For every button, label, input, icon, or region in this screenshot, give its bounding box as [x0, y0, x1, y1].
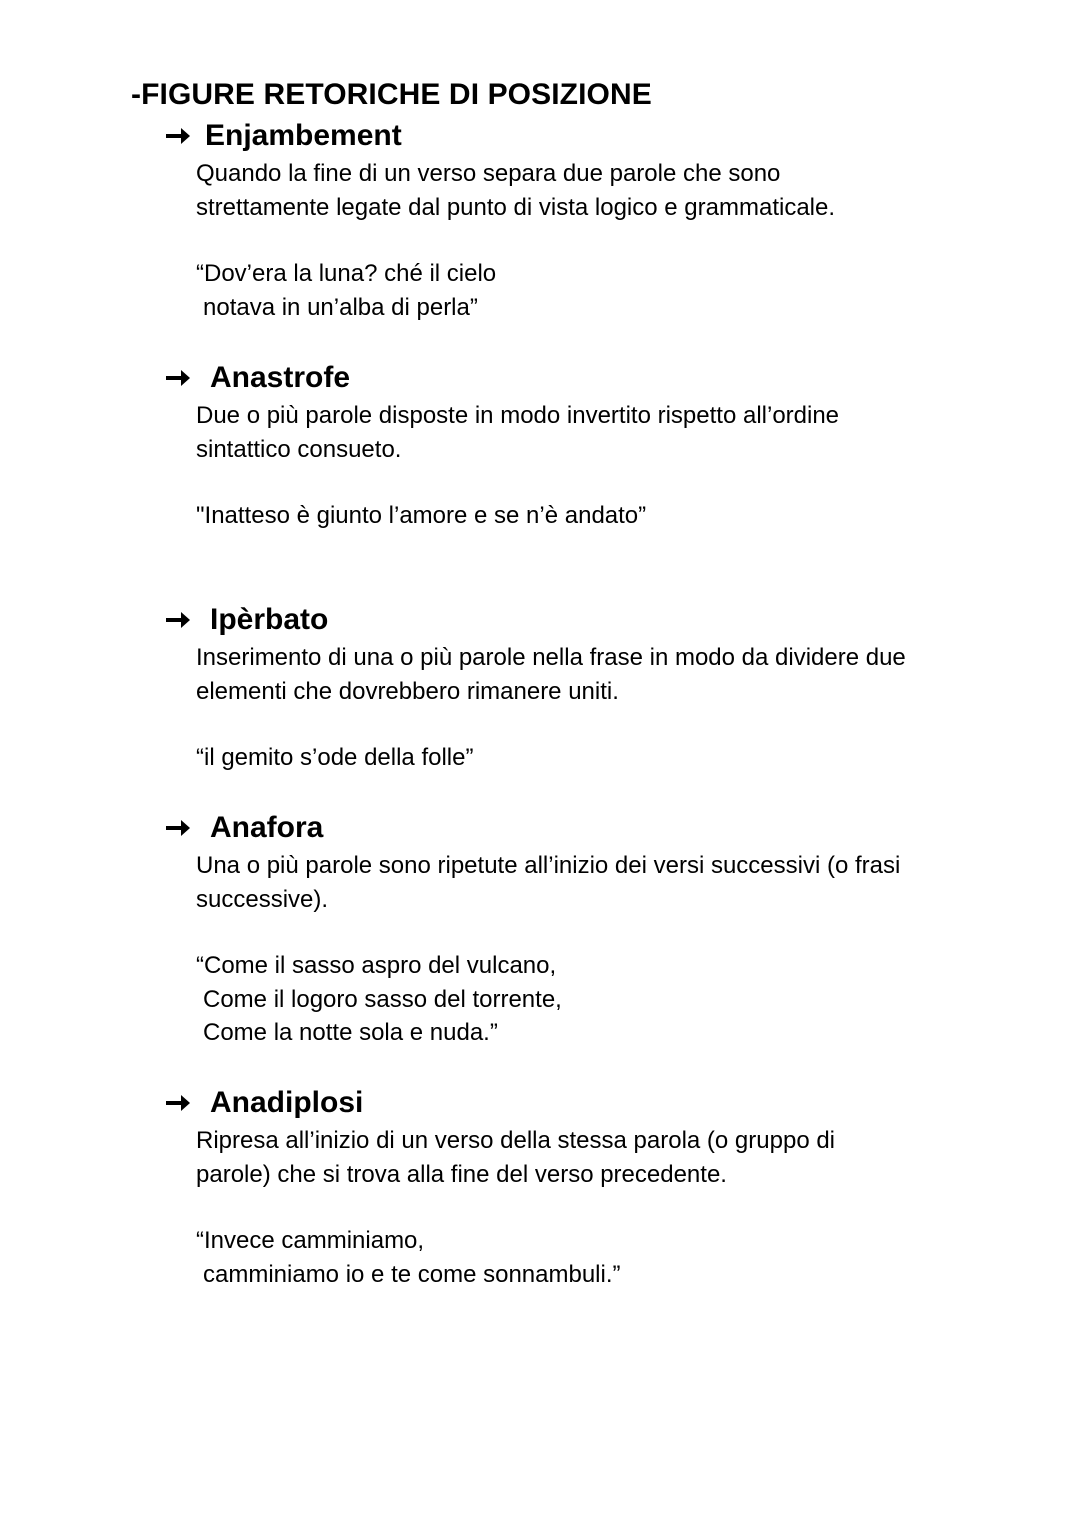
definition-line: parole) che si trova alla fine del verso precedente. — [196, 1160, 727, 1188]
section-heading — [164, 359, 350, 397]
definition-line: Quando la fine di un verso separa due parole che sono — [196, 160, 781, 187]
example-line: “Dov’era la luna? ché il cielo — [196, 260, 497, 287]
page-title: -FIGURE RETORICHE DI POSIZIONE — [131, 78, 652, 111]
definition-line: successive). — [196, 885, 329, 913]
arrow-right-icon — [164, 124, 192, 148]
definition-line: Una o più parole sono ripetute all’inizio dei versi successivi (o frasi — [196, 852, 901, 879]
example-line: camminiamo io e te come sonnambuli.” — [203, 1260, 621, 1288]
section-definition — [196, 849, 996, 916]
arrow-right-icon — [164, 366, 192, 390]
section-definition — [196, 1124, 996, 1191]
section-definition — [196, 641, 996, 708]
section-definition — [196, 157, 996, 224]
example-line: Come il logoro sasso del torrente, — [203, 985, 562, 1013]
section-heading — [164, 601, 328, 639]
section-example — [196, 741, 996, 775]
example-line: "Inatteso è giunto l’amore e se n’è andato” — [196, 502, 647, 529]
section-example — [196, 257, 996, 324]
definition-line: Ripresa all’inizio di un verso della stessa parola (o gruppo di — [196, 1127, 836, 1154]
example-line: “Invece camminiamo, — [196, 1227, 425, 1254]
section-definition — [196, 399, 996, 466]
section-example — [196, 499, 996, 533]
definition-line: Due o più parole disposte in modo invertito rispetto all’ordine — [196, 402, 840, 429]
example-line: notava in un’alba di perla” — [203, 293, 478, 321]
definition-line: sintattico consueto. — [196, 435, 402, 463]
definition-line: Inserimento di una o più parole nella frase in modo da dividere due — [196, 644, 906, 671]
section-example — [196, 949, 996, 1050]
section-heading — [164, 117, 402, 155]
section-heading-label: Anadiplosi — [210, 1086, 364, 1119]
definition-line: elementi che dovrebbero rimanere uniti. — [196, 677, 619, 705]
section-heading — [164, 809, 323, 847]
arrow-right-icon — [164, 1091, 192, 1115]
arrow-right-icon — [164, 608, 192, 632]
section-heading — [164, 1084, 363, 1122]
section-heading-label: Enjambement — [205, 119, 402, 152]
arrow-right-icon — [164, 816, 192, 840]
example-line: “Come il sasso aspro del vulcano, — [196, 952, 557, 979]
section-heading-label: Ipèrbato — [210, 603, 329, 636]
section-heading-label: Anastrofe — [210, 361, 351, 394]
example-line: “il gemito s’ode della folle” — [196, 744, 474, 771]
section-example — [196, 1224, 996, 1291]
example-line: Come la notte sola e nuda.” — [203, 1019, 498, 1046]
definition-line: strettamente legate dal punto di vista logico e grammaticale. — [196, 193, 836, 221]
section-heading-label: Anafora — [210, 811, 324, 844]
